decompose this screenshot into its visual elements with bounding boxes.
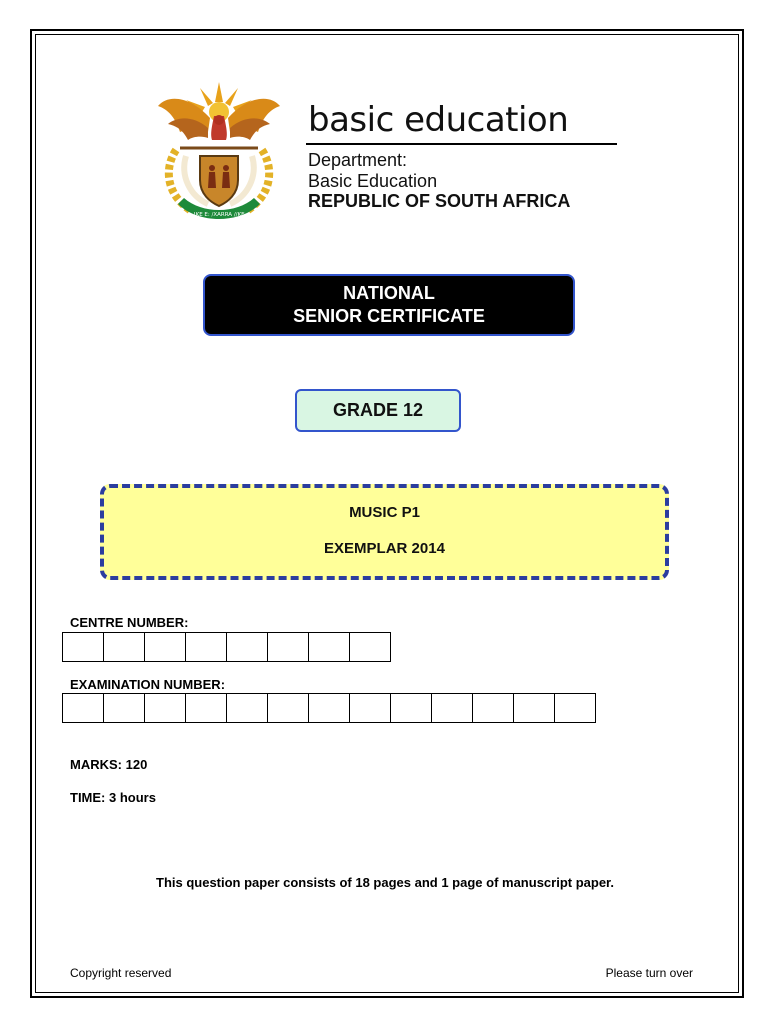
subject-panel: [100, 484, 669, 580]
centre-number-cell[interactable]: [62, 632, 104, 662]
republic-name: REPUBLIC OF SOUTH AFRICA: [308, 191, 571, 211]
certificate-line-2: SENIOR CERTIFICATE: [293, 306, 485, 326]
examination-number-cell[interactable]: [267, 693, 309, 723]
coat-of-arms-logo: [150, 76, 288, 226]
examination-number-cell[interactable]: [103, 693, 145, 723]
centre-number-cell[interactable]: [267, 632, 309, 662]
examination-number-label: EXAMINATION NUMBER:: [70, 677, 226, 692]
time-text: TIME: 3 hours: [70, 790, 156, 805]
exam-session: EXEMPLAR 2014: [324, 540, 445, 557]
centre-number-cell[interactable]: [144, 632, 186, 662]
certificate-banner: [203, 274, 575, 336]
marks-text: MARKS: 120: [70, 757, 148, 772]
centre-number-cell[interactable]: [349, 632, 391, 662]
centre-number-cell[interactable]: [226, 632, 268, 662]
department-label: Department:: [308, 150, 408, 170]
footer-copyright: Copyright reserved: [70, 966, 172, 980]
examination-number-cell[interactable]: [472, 693, 514, 723]
examination-number-cell[interactable]: [226, 693, 268, 723]
examination-number-cell[interactable]: [554, 693, 596, 723]
examination-number-cell[interactable]: [349, 693, 391, 723]
centre-number-cell[interactable]: [185, 632, 227, 662]
brand-title: basic education: [308, 100, 569, 140]
brand-divider: [306, 143, 617, 145]
centre-number-boxes: [62, 632, 390, 662]
examination-number-cell[interactable]: [390, 693, 432, 723]
examination-number-cell[interactable]: [185, 693, 227, 723]
examination-number-boxes: [62, 693, 595, 723]
examination-number-cell[interactable]: [308, 693, 350, 723]
centre-number-label: CENTRE NUMBER:: [70, 615, 189, 630]
page-count-note: This question paper consists of 18 pages and 1 page of manuscript paper.: [156, 875, 614, 890]
certificate-line-1: NATIONAL: [343, 283, 435, 303]
centre-number-cell[interactable]: [103, 632, 145, 662]
footer-turn-over: Please turn over: [605, 966, 693, 980]
subject-name: MUSIC P1: [349, 504, 420, 521]
department-name: Basic Education: [308, 171, 438, 191]
examination-number-cell[interactable]: [62, 693, 104, 723]
examination-number-cell[interactable]: [431, 693, 473, 723]
examination-number-cell[interactable]: [144, 693, 186, 723]
grade-badge: GRADE 12: [295, 389, 461, 432]
examination-number-cell[interactable]: [513, 693, 555, 723]
crest-motto: !KE E: /XARRA //KE: [193, 212, 245, 218]
centre-number-cell[interactable]: [308, 632, 350, 662]
